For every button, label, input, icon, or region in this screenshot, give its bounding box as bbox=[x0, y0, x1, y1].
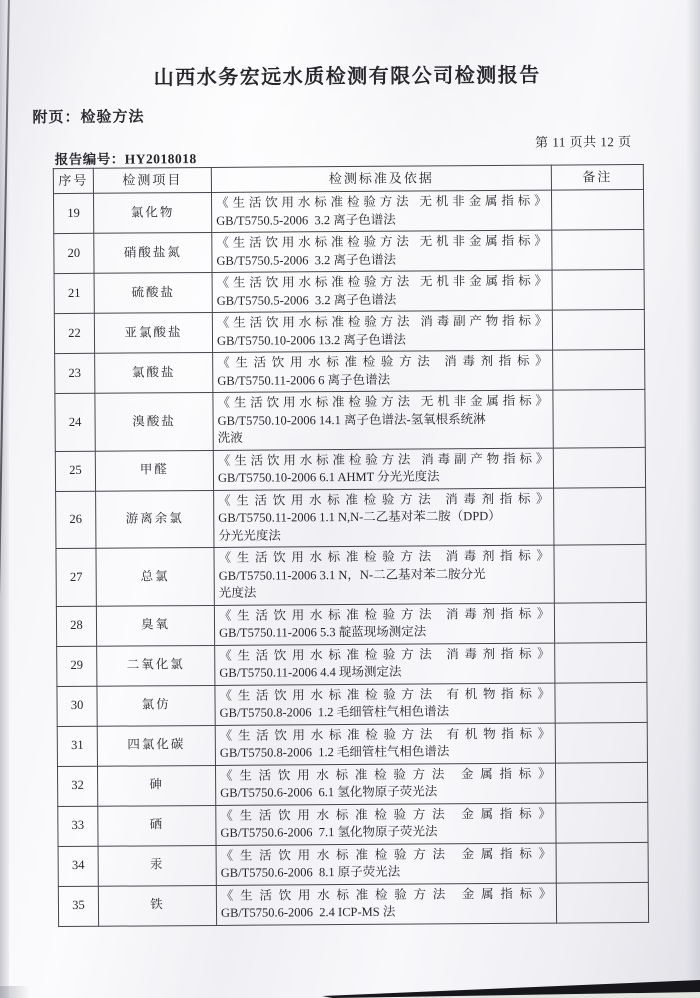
table-row bbox=[57, 642, 647, 686]
report-number: 报告编号：HY2018018 bbox=[54, 151, 197, 168]
table-row bbox=[58, 842, 648, 886]
cell-standard-basis bbox=[214, 545, 554, 605]
cell-test-item: 砷 bbox=[97, 765, 215, 806]
cell-serial-number: 32 bbox=[57, 766, 97, 806]
standard-method-line: GB/T5750.11-2006 3.1 N，N-二乙基对苯二胺分光 光度法 bbox=[218, 566, 486, 600]
cell-test-item: 游离余氯 bbox=[96, 490, 214, 548]
table-row bbox=[53, 189, 643, 233]
cell-remark bbox=[554, 544, 646, 602]
standard-title-line: 《生活饮用水标准检验方法 消毒副产物指标》 bbox=[216, 313, 548, 330]
cell-test-item: 硝酸盐氮 bbox=[94, 232, 212, 273]
table-row bbox=[55, 349, 645, 393]
cell-test-item: 溴酸盐 bbox=[95, 392, 213, 450]
cell-remark bbox=[553, 389, 645, 447]
cell-serial-number: 28 bbox=[56, 606, 96, 646]
page-indicator: 第 11 页共 12 页 bbox=[535, 134, 632, 150]
standard-title-line: 《生活饮用水标准检验方法 无机非金属指标》 bbox=[217, 393, 549, 410]
cell-remark bbox=[554, 602, 646, 643]
standard-method-line: GB/T5750.10-2006 14.1 离子色谱法-氢氧根系统淋 洗液 bbox=[217, 411, 486, 445]
cell-standard-basis bbox=[214, 603, 554, 645]
table-row bbox=[54, 309, 644, 353]
cell-serial-number: 33 bbox=[58, 806, 98, 846]
cell-standard-basis bbox=[215, 763, 555, 805]
cell-serial-number: 21 bbox=[54, 273, 94, 313]
cell-remark bbox=[556, 882, 648, 923]
standard-method-line: GB/T5750.5-2006 3.2 离子色谱法 bbox=[216, 292, 397, 308]
cell-remark bbox=[552, 229, 644, 270]
standard-title-line: 《生活饮用水标准检验方法 无机非金属指标》 bbox=[216, 233, 548, 250]
standard-title-line: 《生活饮用水标准检验方法 金属指标》 bbox=[220, 766, 552, 783]
cell-remark bbox=[553, 447, 645, 488]
standard-title-line: 《生活饮用水标准检验方法 消毒剂指标》 bbox=[219, 646, 551, 663]
table-row bbox=[54, 269, 644, 313]
cell-serial-number: 19 bbox=[53, 193, 93, 233]
header-standard-basis: 检测标准及依据 bbox=[211, 165, 551, 192]
table-row bbox=[57, 762, 647, 806]
cell-serial-number: 29 bbox=[57, 646, 97, 686]
cell-remark bbox=[555, 762, 647, 803]
cell-standard-basis bbox=[215, 723, 555, 765]
standard-method-line: GB/T5750.11-2006 5.3 靛蓝现场测定法 bbox=[219, 624, 427, 640]
cell-standard-basis bbox=[216, 843, 556, 885]
standard-title-line: 《生活饮用水标准检验方法 无机非金属指标》 bbox=[216, 193, 548, 210]
cell-serial-number: 27 bbox=[56, 548, 96, 606]
standard-method-line: GB/T5750.8-2006 1.2 毛细管柱气相色谱法 bbox=[219, 744, 450, 760]
cell-serial-number: 22 bbox=[54, 313, 94, 353]
cell-remark bbox=[552, 309, 644, 350]
cell-remark bbox=[556, 802, 648, 843]
cell-test-item: 总氯 bbox=[96, 547, 214, 605]
table-row bbox=[58, 802, 648, 846]
cell-standard-basis bbox=[213, 448, 553, 490]
standard-title-line: 《生活饮用水标准检验方法 金属指标》 bbox=[220, 886, 552, 903]
table-body bbox=[53, 189, 648, 926]
header-remark: 备注 bbox=[551, 164, 643, 190]
standard-title-line: 《生活饮用水标准检验方法 消毒剂指标》 bbox=[218, 491, 550, 508]
cell-standard-basis bbox=[216, 883, 556, 925]
standard-method-line: GB/T5750.11-2006 4.4 现场测定法 bbox=[219, 664, 402, 680]
cell-test-item: 氯化物 bbox=[93, 192, 211, 233]
cell-test-item: 汞 bbox=[98, 845, 216, 886]
table-row bbox=[55, 389, 645, 451]
standard-method-line: GB/T5750.11-2006 6 离子色谱法 bbox=[217, 372, 391, 388]
cell-standard-basis bbox=[212, 270, 552, 312]
cell-serial-number: 23 bbox=[55, 353, 95, 393]
table-row bbox=[56, 487, 646, 549]
cell-standard-basis bbox=[212, 230, 552, 272]
cell-serial-number: 26 bbox=[56, 491, 96, 549]
cell-standard-basis bbox=[214, 488, 554, 548]
cell-remark bbox=[555, 642, 647, 683]
cell-test-item: 四氯化碳 bbox=[97, 725, 215, 766]
standard-method-line: GB/T5750.8-2006 1.2 毛细管柱气相色谱法 bbox=[219, 704, 450, 720]
table-row bbox=[58, 882, 648, 926]
cell-serial-number: 20 bbox=[54, 233, 94, 273]
cell-standard-basis bbox=[213, 350, 553, 392]
cell-standard-basis bbox=[215, 643, 555, 685]
standard-method-line: GB/T5750.6-2006 2.4 ICP-MS 法 bbox=[220, 904, 396, 920]
standard-method-line: GB/T5750.6-2006 6.1 氢化物原子荧光法 bbox=[220, 784, 438, 800]
standard-title-line: 《生活饮用水标准检验方法 消毒副产物指标》 bbox=[217, 451, 549, 468]
header-serial-number: 序号 bbox=[53, 168, 93, 193]
standard-title-line: 《生活饮用水标准检验方法 消毒剂指标》 bbox=[218, 548, 550, 565]
cell-test-item: 氯仿 bbox=[97, 685, 215, 726]
cell-test-item: 二氧化氯 bbox=[97, 645, 215, 686]
table-row bbox=[57, 722, 647, 766]
standard-title-line: 《生活饮用水标准检验方法 金属指标》 bbox=[220, 806, 552, 823]
standard-title-line: 《生活饮用水标准检验方法 金属指标》 bbox=[220, 846, 552, 863]
standard-title-line: 《生活饮用水标准检验方法 消毒剂指标》 bbox=[217, 353, 549, 370]
cell-test-item: 硒 bbox=[98, 805, 216, 846]
cell-remark bbox=[553, 349, 645, 390]
cell-remark bbox=[555, 682, 647, 723]
cell-remark bbox=[556, 842, 648, 883]
cell-serial-number: 34 bbox=[58, 846, 98, 886]
cell-test-item: 硫酸盐 bbox=[94, 272, 212, 313]
appendix-subtitle: 附页：检验方法 bbox=[32, 108, 145, 127]
cell-standard-basis bbox=[211, 190, 551, 232]
standard-method-line: GB/T5750.6-2006 8.1 原子荧光法 bbox=[220, 864, 401, 880]
cell-test-item: 亚氯酸盐 bbox=[94, 312, 212, 353]
cell-standard-basis bbox=[213, 390, 553, 450]
standard-method-line: GB/T5750.5-2006 3.2 离子色谱法 bbox=[216, 212, 396, 228]
cell-remark bbox=[555, 722, 647, 763]
cell-serial-number: 31 bbox=[57, 726, 97, 766]
report-title: 山西水务宏远水质检测有限公司检测报告 bbox=[153, 64, 541, 90]
test-methods-table bbox=[53, 164, 649, 927]
standard-method-line: GB/T5750.10-2006 13.2 离子色谱法 bbox=[216, 332, 406, 348]
cell-standard-basis bbox=[216, 803, 556, 845]
cell-serial-number: 24 bbox=[55, 393, 95, 451]
cell-remark bbox=[551, 189, 643, 230]
cell-serial-number: 30 bbox=[57, 686, 97, 726]
cell-standard-basis bbox=[212, 310, 552, 352]
cell-serial-number: 25 bbox=[55, 451, 95, 491]
cell-test-item: 氯酸盐 bbox=[95, 352, 213, 393]
header-test-item: 检测项目 bbox=[93, 167, 211, 193]
standard-title-line: 《生活饮用水标准检验方法 有机物指标》 bbox=[219, 686, 551, 703]
standard-method-line: GB/T5750.10-2006 6.1 AHMT 分光光度法 bbox=[217, 469, 440, 485]
table-row bbox=[56, 602, 646, 646]
standard-title-line: 《生活饮用水标准检验方法 消毒剂指标》 bbox=[218, 606, 550, 623]
standard-title-line: 《生活饮用水标准检验方法 有机物指标》 bbox=[219, 726, 551, 743]
standard-method-line: GB/T5750.11-2006 1.1 N,N-二乙基对苯二胺（DPD） 分光光度法 bbox=[218, 508, 501, 543]
table-row bbox=[55, 447, 645, 491]
table-row bbox=[56, 544, 646, 606]
cell-standard-basis bbox=[215, 683, 555, 725]
cell-serial-number: 35 bbox=[58, 886, 98, 926]
cell-test-item: 铁 bbox=[98, 885, 216, 926]
cell-test-item: 甲醛 bbox=[95, 450, 213, 491]
cell-remark bbox=[552, 269, 644, 310]
standard-title-line: 《生活饮用水标准检验方法 无机非金属指标》 bbox=[216, 273, 548, 290]
standard-method-line: GB/T5750.5-2006 3.2 离子色谱法 bbox=[216, 252, 397, 268]
scan-bottom-left-shadow bbox=[0, 986, 30, 998]
table-row bbox=[57, 682, 647, 726]
standard-method-line: GB/T5750.6-2006 7.1 氢化物原子荧光法 bbox=[220, 824, 438, 840]
cell-test-item: 臭氧 bbox=[96, 605, 214, 646]
cell-remark bbox=[554, 487, 646, 545]
table-row bbox=[54, 229, 644, 273]
